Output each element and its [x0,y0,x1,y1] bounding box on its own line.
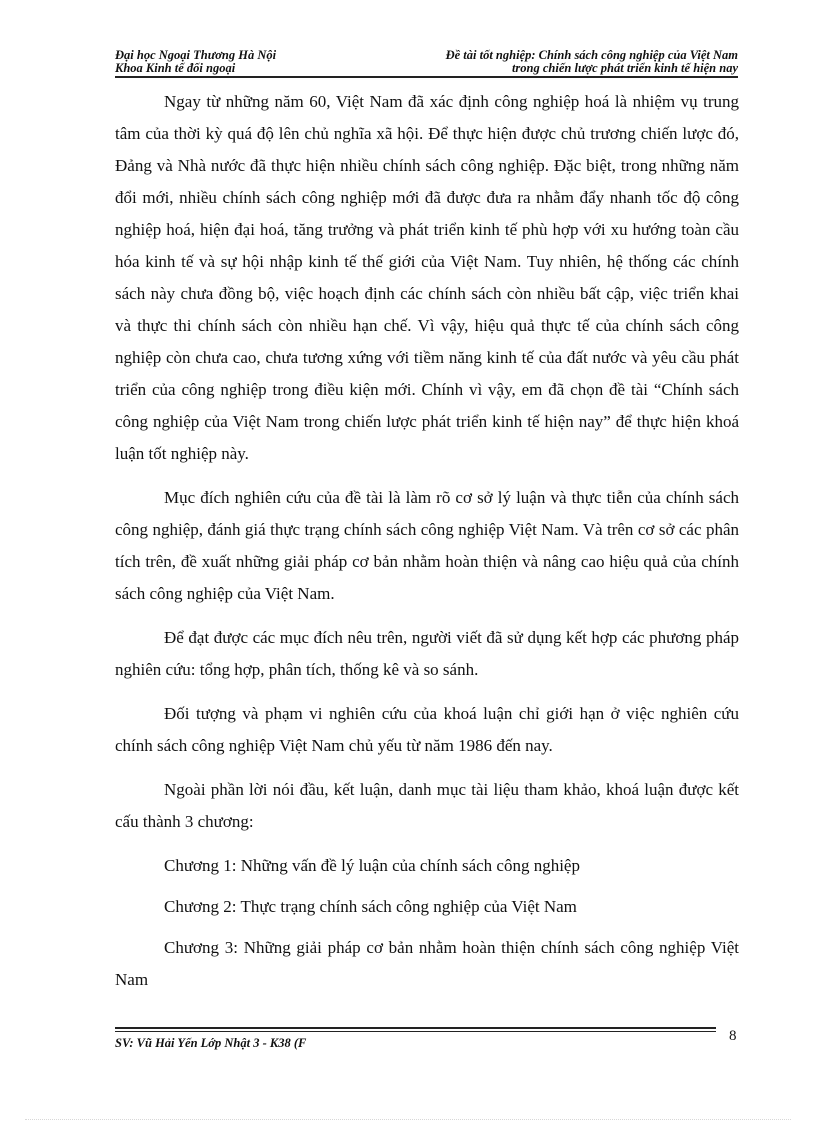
footer-divider-thin [115,1031,716,1032]
paragraph-purpose: Mục đích nghiên cứu của đề tài là làm rõ cơ sở lý luận và thực tiễn của chính sách công nghiệp, đánh giá thực trạng chính sách công nghiệp Việt Nam. Và trên cơ sở các phân tích trên, đề xuất những giải pháp cơ bản nhằm hoàn thiện và nâng cao hiệu quả của chính sách công nghiệp của Việt Nam. [115,488,739,603]
header-divider [115,76,738,78]
document-body [115,86,739,1005]
chapter-2-item: Chương 2: Thực trạng chính sách công nghiệp của Việt Nam [164,897,577,916]
paragraph-scope: Đối tượng và phạm vi nghiên cứu của khoá luận chỉ giới hạn ở việc nghiên cứu chính sách công nghiệp Việt Nam chủ yếu từ năm 1986 đến nay. [115,704,739,755]
header-thesis-title-line1: Đề tài tốt nghiệp: Chính sách công nghiệp của Việt Nam [445,48,738,62]
page-header [115,46,738,80]
footer-divider [115,1027,716,1029]
paragraph-structure: Ngoài phần lời nói đầu, kết luận, danh mục tài liệu tham khảo, khoá luận được kết cấu thành 3 chương: [115,780,739,831]
page-number: 8 [729,1028,737,1044]
header-thesis-title-line2: trong chiến lược phát triển kinh tế hiện nay [511,61,738,75]
page-edge-dotted-line [25,1119,791,1120]
header-faculty: Khoa Kinh tế đối ngoại [115,61,236,75]
chapter-3-item: Chương 3: Những giải pháp cơ bản nhằm hoàn thiện chính sách công nghiệp Việt Nam [115,938,739,989]
paragraph-methods: Để đạt được các mục đích nêu trên, người viết đã sử dụng kết hợp các phương pháp nghiên cứu: tổng hợp, phân tích, thống kê và so sánh. [115,628,739,679]
footer-author: SV: Vũ Hải Yến Lớp Nhật 3 - K38 (F [115,1036,307,1050]
header-university: Đại học Ngoại Thương Hà Nội [115,48,277,62]
paragraph-introduction: Ngay từ những năm 60, Việt Nam đã xác định công nghiệp hoá là nhiệm vụ trung tâm của thời kỳ quá độ lên chủ nghĩa xã hội. Để thực hiện được chủ trương chiến lược đó, Đảng và Nhà nước đã thực hiện nhiều chính sách công nghiệp. Đặc biệt, trong những năm đổi mới, nhiều chính sách công nghiệp mới đã được đưa ra nhằm đẩy nhanh tốc độ công nghiệp hoá, hiện đại hoá, tăng trưởng và phát triển kinh tế phù hợp với xu hướng toàn cầu hóa kinh tế và sự hội nhập kinh tế thế giới của Việt Nam. Tuy nhiên, hệ thống các chính sách này chưa đồng bộ, việc hoạch định các chính sách còn nhiều bất cập, việc triển khai và thực thi chính sách còn nhiều hạn chế. Vì vậy, hiệu quả thực tế của chính sách công nghiệp còn chưa cao, chưa tương xứng với tiềm năng kinh tế của đất nước và yêu cầu phát triển của công nghiệp trong điều kiện mới. Chính vì vậy, em đã chọn đề tài “Chính sách công nghiệp của Việt Nam trong chiến lược phát triển kinh tế hiện nay” để thực hiện khoá luận tốt nghiệp này. [115,92,739,463]
chapter-1-item: Chương 1: Những vấn đề lý luận của chính sách công nghiệp [164,856,580,875]
